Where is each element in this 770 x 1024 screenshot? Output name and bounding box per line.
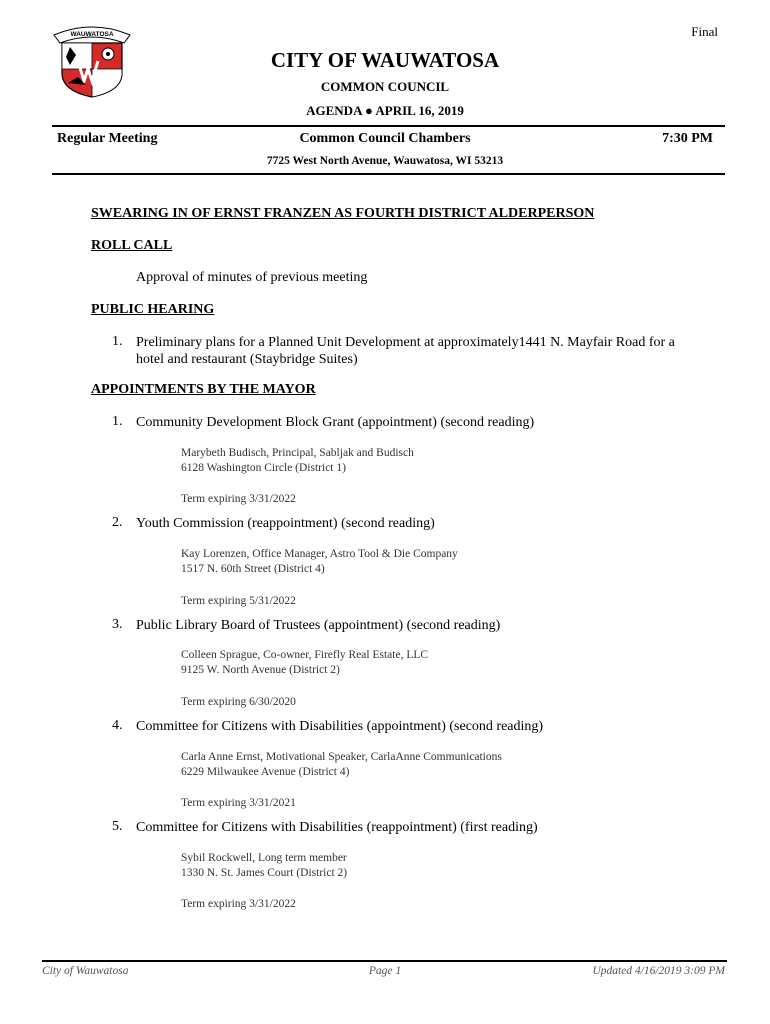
public-hearing-item [136,334,675,368]
appointee-name: Sybil Rockwell, Long term member [181,852,347,864]
appointment-title: Committee for Citizens with Disabilities (reappointment) (first reading) [136,820,538,835]
appointee-address: 1330 N. St. James Court (District 2) [181,867,348,879]
appointee-name: Kay Lorenzen, Office Manager, Astro Tool & Die Company [181,548,458,560]
appointee-details [181,750,502,780]
appointee-name: Marybeth Budisch, Principal, Sabljak and Budisch [181,447,414,459]
page-title: CITY OF WAUWATOSA [270,48,500,72]
updated-timestamp: Updated 4/16/2019 3:09 PM [592,965,725,977]
appointee-name: Carla Anne Ernst, Motivational Speaker, CarlaAnne Communications [181,751,502,763]
term-expiry: Term expiring 6/30/2020 [181,696,296,708]
list-item-number: 1. [112,334,123,349]
appointee-details [181,851,347,881]
appointment-title: Community Development Block Grant (appointment) (second reading) [136,415,535,430]
appointment-title: Youth Commission (reappointment) (second reading) [136,516,435,531]
list-item-number: 3. [112,617,123,632]
footer-city: City of Wauwatosa [42,965,129,977]
meeting-address: 7725 West North Avenue, Wauwatosa, WI 53213 [266,155,504,167]
appointee-name: Colleen Sprague, Co-owner, Firefly Real Estate, LLC [181,649,429,661]
term-expiry: Term expiring 3/31/2022 [181,493,296,505]
page-number: Page 1 [368,965,402,977]
term-expiry: Term expiring 5/31/2022 [181,595,296,607]
appointment-title: Public Library Board of Trustees (appointment) (second reading) [136,618,501,633]
appointee-address: 9125 W. North Avenue (District 2) [181,664,340,676]
appointment-title: Committee for Citizens with Disabilities (appointment) (second reading) [136,719,544,734]
list-item-number: 1. [112,414,123,429]
term-expiry: Term expiring 3/31/2021 [181,797,296,809]
section-swearing-in: SWEARING IN OF ERNST FRANZEN AS FOURTH DISTRICT ALDERPERSON [91,206,595,221]
section-appointments: APPOINTMENTS BY THE MAYOR [91,382,316,397]
item-line: hotel and restaurant (Staybridge Suites) [136,352,358,367]
term-expiry: Term expiring 3/31/2022 [181,898,296,910]
header-rule-bottom [52,173,725,175]
list-item-number: 2. [112,515,123,530]
meeting-time: 7:30 PM [662,131,713,146]
section-roll-call: ROLL CALL [91,238,173,253]
section-public-hearing: PUBLIC HEARING [91,302,215,317]
footer-rule [42,960,727,962]
list-item-number: 4. [112,718,123,733]
list-item-number: 5. [112,819,123,834]
appointee-address: 1517 N. 60th Street (District 4) [181,563,325,575]
document-status: Final [691,24,718,39]
appointee-details [181,547,458,577]
appointee-details [181,446,414,476]
meeting-type: Regular Meeting [57,131,158,146]
appointee-details [181,648,428,678]
governing-body: COMMON COUNCIL [320,79,450,94]
header-rule-top [52,125,725,127]
appointee-address: 6128 Washington Circle (District 1) [181,462,346,474]
minutes-approval: Approval of minutes of previous meeting [136,270,368,285]
svg-text:WAUWATOSA: WAUWATOSA [70,31,114,38]
meeting-location: Common Council Chambers [299,131,471,146]
appointee-address: 6229 Milwaukee Avenue (District 4) [181,766,350,778]
agenda-date: AGENDA ● APRIL 16, 2019 [306,103,464,118]
item-line: Preliminary plans for a Planned Unit Development at approximately1441 N. Mayfair Road for a [136,335,675,350]
